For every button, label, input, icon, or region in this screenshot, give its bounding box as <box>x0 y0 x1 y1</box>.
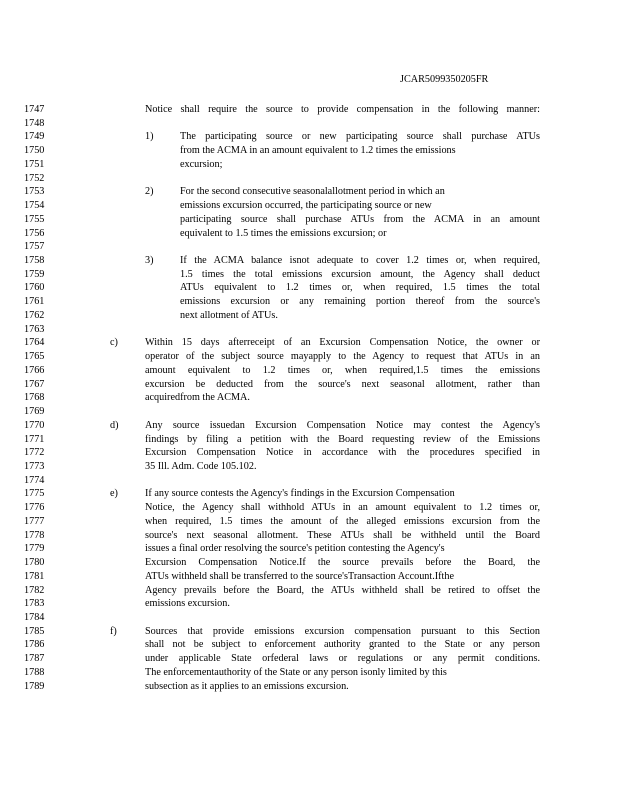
document-line <box>0 501 618 514</box>
line-text: Excursion Compensation Notice.If the source prevails before the Board, the <box>145 557 540 569</box>
line-number: 1747 <box>24 104 45 115</box>
document-line <box>0 487 618 500</box>
document-line <box>0 185 618 198</box>
line-number: 1760 <box>24 282 45 294</box>
line-text: acquiredfrom the ACMA. <box>145 392 250 404</box>
line-number: 1749 <box>24 131 45 143</box>
line-text: Notice shall require the source to provide compensation in the following manner: <box>145 104 540 115</box>
line-number: 1768 <box>24 392 45 404</box>
document-line <box>0 254 618 267</box>
document-line <box>0 350 618 363</box>
line-text: operator of the subject source mayapply to the Agency to request that ATUs in an <box>145 351 540 363</box>
line-number: 1764 <box>24 337 45 349</box>
document-line <box>0 625 618 638</box>
document-line <box>0 103 618 116</box>
document-line <box>0 638 618 651</box>
line-number: 1771 <box>24 433 45 445</box>
document-line <box>0 391 618 404</box>
document-line <box>0 597 618 610</box>
line-number: 1783 <box>24 598 45 610</box>
line-number: 1773 <box>24 460 45 472</box>
document-line <box>0 323 618 336</box>
line-number: 1757 <box>24 241 45 253</box>
line-number: 1778 <box>24 529 45 541</box>
line-text: emissions excursion. <box>145 598 230 610</box>
line-number: 1767 <box>24 378 45 390</box>
document-line <box>0 529 618 542</box>
line-number: 1789 <box>24 680 45 692</box>
line-text: Agency prevails before the Board, the ATUs withheld shall be retired to offset the <box>145 584 540 596</box>
line-number: 1750 <box>24 145 45 157</box>
line-text: The participating source or new participating source shall purchase ATUs <box>180 131 540 143</box>
line-text: Notice, the Agency shall withhold ATUs in an amount equivalent to 1.2 times or, <box>145 502 540 514</box>
list-marker: c) <box>110 337 118 349</box>
document-line <box>0 295 618 308</box>
document-line <box>0 666 618 679</box>
line-number: 1762 <box>24 309 45 321</box>
document-line <box>0 144 618 157</box>
document-line <box>0 158 618 171</box>
line-number: 1787 <box>24 653 45 665</box>
document-line <box>0 378 618 391</box>
line-text: under applicable State orfederal laws or regulations or any permit conditions. <box>145 653 540 665</box>
document-line <box>0 281 618 294</box>
document-line <box>0 680 618 693</box>
line-text: next allotment of ATUs. <box>180 309 278 321</box>
line-text: excursion be deducted from the source's next seasonal allotment, rather than <box>145 378 540 390</box>
line-text: The enforcementauthority of the State or any person isonly limited by this <box>145 666 447 678</box>
list-marker: 2) <box>145 186 154 198</box>
line-number: 1786 <box>24 639 45 651</box>
line-number: 1754 <box>24 200 45 212</box>
line-number: 1770 <box>24 419 45 431</box>
line-number: 1784 <box>24 612 45 623</box>
line-number: 1759 <box>24 268 45 280</box>
line-number: 1763 <box>24 323 45 335</box>
line-text: from the ACMA in an amount equivalent to 1.2 times the emissions <box>180 145 456 157</box>
document-line <box>0 542 618 555</box>
document-line <box>0 117 618 130</box>
line-number: 1753 <box>24 186 45 198</box>
list-marker: 1) <box>145 131 154 143</box>
line-text: equivalent to 1.5 times the emissions excursion; or <box>180 227 387 239</box>
document-line <box>0 570 618 583</box>
line-text: For the second consecutive seasonalallotment period in which an <box>180 186 445 198</box>
line-text: If the ACMA balance isnot adequate to cover 1.2 times or, when required, <box>180 255 540 267</box>
line-number: 1766 <box>24 364 45 376</box>
line-text: Within 15 days afterreceipt of an Excursion Compensation Notice, the owner or <box>145 337 540 349</box>
line-text: amount equivalent to 1.2 times or, when required,1.5 times the emissions <box>145 364 540 376</box>
line-number: 1751 <box>24 158 45 170</box>
list-marker: f) <box>110 625 117 637</box>
line-text: when required, 1.5 times the amount of the alleged emissions excursion from the <box>145 515 540 527</box>
document-line <box>0 652 618 665</box>
list-marker: 3) <box>145 255 154 267</box>
line-text: participating source shall purchase ATUs from the ACMA in an amount <box>180 213 540 225</box>
line-text: ATUs equivalent to 1.2 times or, when required, 1.5 times the total <box>180 282 540 294</box>
line-number: 1774 <box>24 474 45 486</box>
document-line <box>0 433 618 446</box>
document-line <box>0 364 618 377</box>
document-line <box>0 172 618 185</box>
document-line <box>0 419 618 432</box>
document-line <box>0 446 618 459</box>
document-header: JCAR5099350205FR <box>400 74 489 85</box>
line-number: 1782 <box>24 584 45 596</box>
document-line <box>0 584 618 597</box>
document-line <box>0 227 618 240</box>
document-line <box>0 199 618 212</box>
line-text: emissions excursion occurred, the participating source or new <box>180 200 432 212</box>
line-text: subsection as it applies to an emissions excursion. <box>145 680 349 692</box>
line-text: 1.5 times the total emissions excursion amount, the Agency shall deduct <box>180 268 540 280</box>
line-text: findings by filing a petition with the Board requesting review of the Emissions <box>145 433 540 445</box>
line-text: excursion; <box>180 158 223 170</box>
line-number: 1785 <box>24 625 45 637</box>
document-line <box>0 460 618 473</box>
line-number: 1781 <box>24 570 45 582</box>
document-line <box>0 474 618 487</box>
line-number: 1758 <box>24 255 45 267</box>
document-line <box>0 611 618 624</box>
line-text: If any source contests the Agency's findings in the Excursion Compensation <box>145 488 455 500</box>
line-number: 1772 <box>24 447 45 459</box>
line-text: emissions excursion or any remaining portion thereof from the source's <box>180 296 540 308</box>
line-number: 1761 <box>24 296 45 308</box>
line-number: 1788 <box>24 666 45 678</box>
document-line <box>0 268 618 281</box>
document-line <box>0 240 618 253</box>
line-number: 1779 <box>24 543 45 555</box>
line-number: 1780 <box>24 557 45 569</box>
line-text: Sources that provide emissions excursion compensation pursuant to this Section <box>145 625 540 637</box>
document-line <box>0 309 618 322</box>
line-text: shall not be subject to enforcement authority granted to the State or any person <box>145 639 540 651</box>
line-text: 35 Ill. Adm. Code 105.102. <box>145 460 257 472</box>
line-text: issues a final order resolving the source's petition contesting the Agency's <box>145 543 445 555</box>
line-number: 1775 <box>24 488 45 500</box>
document-line <box>0 130 618 143</box>
line-number: 1777 <box>24 515 45 527</box>
document-line <box>0 405 618 418</box>
line-number: 1756 <box>24 227 45 239</box>
document-line <box>0 556 618 569</box>
line-number: 1752 <box>24 172 45 184</box>
document-line <box>0 213 618 226</box>
line-number: 1769 <box>24 406 45 418</box>
list-marker: d) <box>110 419 119 431</box>
line-number: 1755 <box>24 213 45 225</box>
line-text: ATUs withheld shall be transferred to the source'sTransaction Account.Ifthe <box>145 570 454 582</box>
line-text: Any source issuedan Excursion Compensation Notice may contest the Agency's <box>145 419 540 431</box>
line-number: 1748 <box>24 117 45 129</box>
line-number: 1765 <box>24 351 45 363</box>
line-text: source's next seasonal allotment. These ATUs shall be withheld until the Board <box>145 529 540 541</box>
list-marker: e) <box>110 488 118 500</box>
line-number: 1776 <box>24 502 45 514</box>
document-line <box>0 336 618 349</box>
line-text: Excursion Compensation Notice in accordance with the procedures specified in <box>145 447 540 459</box>
document-line <box>0 515 618 528</box>
